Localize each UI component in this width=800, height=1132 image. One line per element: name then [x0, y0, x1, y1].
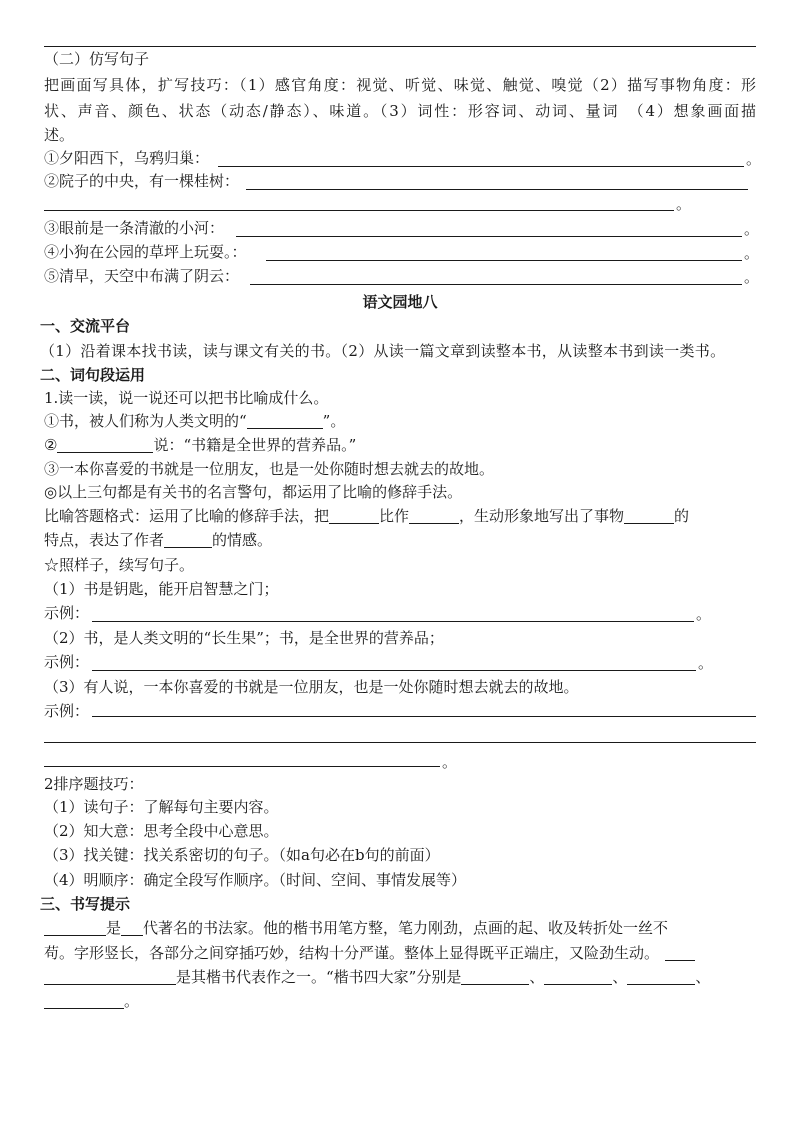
example-1-label: 示例： [44, 604, 90, 622]
q1-a-suffix: ”。 [322, 412, 346, 430]
example-3-period: 。 [442, 753, 458, 771]
item-5-answer-line[interactable] [250, 266, 742, 285]
dynasty-blank[interactable] [121, 920, 143, 936]
q1-b-prefix: ② [44, 436, 58, 454]
section-heading-imitate: （二）仿写句子 [44, 50, 150, 68]
item-2-period: 。 [676, 195, 692, 213]
sort-item-4: （4）明顺序：确定全段写作顺序。（时间、空间、事情发展等） [44, 871, 467, 889]
item-3-period: 。 [744, 220, 760, 238]
metaphor-format-line-2 [44, 530, 272, 551]
master-4-blank[interactable] [44, 993, 124, 1009]
q1-sentence-b [44, 435, 356, 456]
item-5-label: ⑤清早，天空中布满了阴云： [44, 267, 240, 285]
item-4-label: ④小狗在公园的草坪上玩耍。： [44, 243, 247, 261]
writing-text-d: 是其楷书代表作之一。“楷书四大家”分别是 [176, 968, 462, 986]
writing-line-3 [44, 967, 710, 988]
writing-line-2 [44, 943, 695, 964]
section-3-heading: 三、书写提示 [40, 895, 131, 913]
example-3-answer-line-3[interactable] [44, 748, 440, 767]
intro-line-2: 状、声音、颜色、状态（动态/静态）、味道。（3）词性：形容词、动词、量词 （4）想象画面描 [44, 102, 756, 120]
writing-text-b: 代著名的书法家。他的楷书用笔方整，笔力刚劲，点画的起、收及转折处一丝不 [143, 919, 669, 937]
item-5-period: 。 [744, 268, 760, 286]
masterpiece-blank-start[interactable] [665, 945, 695, 961]
format-text-d: 的 [674, 507, 690, 525]
imitate-title: ☆照样子，续写句子。 [44, 556, 195, 574]
sort-item-2: （2）知大意：思考全段中心意思。 [44, 822, 279, 840]
item-1-period: 。 [746, 150, 762, 168]
item-2-label: ②院子的中央，有一棵桂树： [44, 172, 240, 190]
masterpiece-blank[interactable] [44, 969, 176, 985]
writing-text-c: 苟。字形竖长，各部分之间穿插巧妙，结构十分严谨。整体上显得既平正端庄，又险劲生动。 [44, 944, 660, 962]
q1-sentence-c: ③一本你喜爱的书就是一位朋友，也是一处你随时想去就去的故地。 [44, 460, 495, 478]
item-2-answer-line-1[interactable] [246, 171, 748, 190]
example-2-sentence: （2）书，是人类文明的“长生果”；书，是全世界的营养品； [44, 629, 444, 647]
intro-line-1: 把画面写具体，扩写技巧：（1）感官角度：视觉、听觉、味觉、触觉、嗅觉（2）描写事物角度：形 [44, 76, 756, 94]
format-blank-2[interactable] [409, 508, 459, 524]
sort-item-3: （3）找关键：找关系密切的句子。（如a句必在b句的前面） [44, 846, 440, 864]
item-1-answer-line[interactable] [218, 148, 744, 167]
format-text-e: 特点，表达了作者 [44, 531, 165, 549]
example-1-sentence: （1）书是钥匙，能开启智慧之门； [44, 580, 279, 598]
master-2-blank[interactable] [544, 969, 612, 985]
item-2-answer-line-2[interactable] [44, 192, 674, 211]
item-4-period: 。 [744, 244, 760, 262]
sort-title: 2排序题技巧： [44, 775, 144, 793]
example-3-sentence: （3）有人说，一本你喜爱的书就是一位朋友，也是一处你随时想去就去的故地。 [44, 678, 579, 696]
format-text-b: 比作 [379, 507, 410, 525]
example-3-answer-line-2[interactable] [44, 724, 756, 743]
example-2-label: 示例： [44, 653, 90, 671]
q1-note: ◎以上三句都是有关书的名言警句，都运用了比喻的修辞手法。 [44, 483, 463, 501]
section-1-text: （1）沿着课本找书读，读与课文有关的书。（2）从读一篇文章到读整本书，从读整本书到读一类书。 [40, 342, 726, 360]
calligrapher-name-blank[interactable] [44, 920, 106, 936]
final-period: 。 [124, 992, 140, 1010]
item-3-label: ③眼前是一条清澈的小河： [44, 219, 225, 237]
comma-3: 、 [695, 968, 711, 986]
example-2-answer-line[interactable] [92, 652, 696, 671]
example-3-label: 示例： [44, 702, 90, 720]
comma-1: 、 [529, 968, 545, 986]
metaphor-format-line-1 [44, 506, 689, 527]
top-divider [44, 46, 756, 47]
writing-line-1 [44, 918, 668, 939]
section-1-heading: 一、交流平台 [40, 317, 131, 335]
master-1-blank[interactable] [461, 969, 529, 985]
format-text-c: ，生动形象地写出了事物 [459, 507, 625, 525]
item-1-label: ①夕阳西下，乌鸦归巢： [44, 149, 210, 167]
q1-a-prefix: ①书，被人们称为人类文明的“ [44, 412, 247, 430]
master-3-blank[interactable] [627, 969, 695, 985]
page-title: 语文园地八 [362, 293, 438, 311]
item-4-answer-line[interactable] [266, 242, 742, 261]
format-text-f: 的情感。 [212, 531, 273, 549]
format-blank-3[interactable] [624, 508, 674, 524]
format-blank-1[interactable] [329, 508, 379, 524]
item-3-answer-line[interactable] [236, 218, 742, 237]
example-1-answer-line[interactable] [92, 603, 694, 622]
example-2-period: 。 [698, 654, 714, 672]
q1-b-blank[interactable] [57, 437, 153, 453]
sort-item-1: （1）读句子：了解每句主要内容。 [44, 798, 279, 816]
format-text-a: 比喻答题格式：运用了比喻的修辞手法，把 [44, 507, 330, 525]
example-1-period: 。 [696, 605, 712, 623]
format-blank-4[interactable] [164, 532, 212, 548]
q1-b-suffix: 说：“书籍是全世界的营养品。” [153, 436, 357, 454]
q1-title: 1.读一读，说一说还可以把书比喻成什么。 [44, 389, 329, 407]
q1-sentence-a [44, 411, 345, 432]
comma-2: 、 [612, 968, 628, 986]
writing-line-4 [44, 991, 139, 1012]
example-3-answer-line-1[interactable] [92, 698, 756, 717]
writing-text-a: 是 [106, 919, 122, 937]
intro-line-3: 述。 [44, 126, 75, 144]
section-2-heading: 二、词句段运用 [40, 366, 146, 384]
q1-a-blank[interactable] [247, 413, 323, 429]
